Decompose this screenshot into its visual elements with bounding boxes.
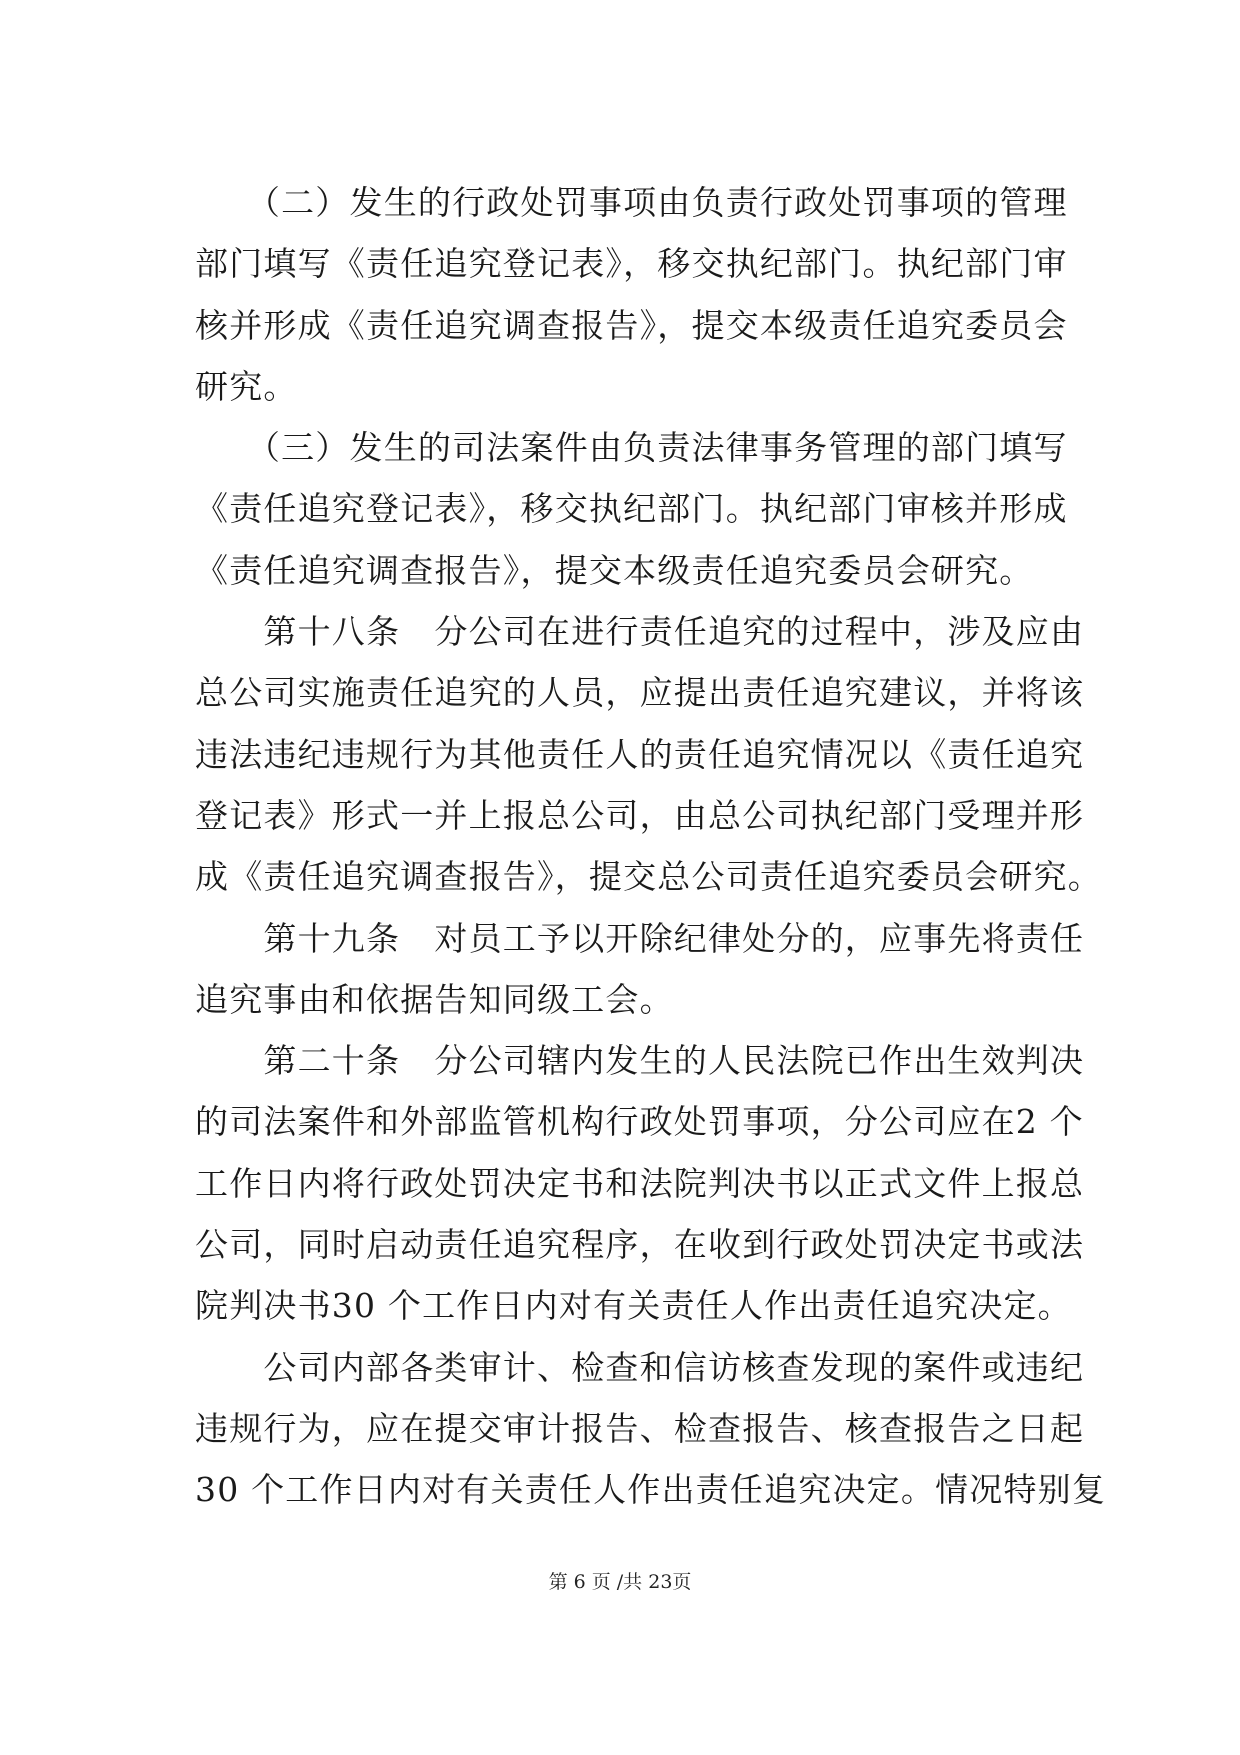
text-line: 总公司实施责任追究的人员，应提出责任追究建议，并将该 (195, 673, 1085, 713)
text-line: 第十九条 对员工予以开除纪律处分的，应事先将责任 (195, 918, 1085, 958)
text-line: 追究事由和依据告知同级工会。 (195, 979, 674, 1019)
text-line: 第二十条 分公司辖内发生的人民法院已作出生效判决 (195, 1041, 1085, 1081)
text-line: 30 个工作日内对有关责任人作出责任追究决定。情况特别复 (195, 1470, 1107, 1510)
document-body (195, 172, 1107, 1521)
text-line: 成《责任追究调查报告》，提交总公司责任追究委员会研究。 (195, 857, 1102, 897)
text-line: 《责任追究登记表》，移交执纪部门。执纪部门审核并形成 (195, 489, 1068, 529)
text-line: 公司内部各类审计、检查和信访核查发现的案件或违纪 (195, 1347, 1085, 1387)
text-line: （二）发生的行政处罚事项由负责行政处罚事项的管理 (195, 183, 1068, 222)
text-line: 违法违纪违规行为其他责任人的责任追究情况以《责任追究 (195, 734, 1085, 774)
text-line: 的司法案件和外部监管机构行政处罚事项，分公司应在2 个 (195, 1102, 1084, 1142)
text-line: 《责任追究调查报告》，提交本级责任追究委员会研究。 (195, 550, 1034, 590)
text-line: 第十八条 分公司在进行责任追究的过程中，涉及应由 (195, 612, 1085, 652)
text-line: 登记表》形式一并上报总公司，由总公司执纪部门受理并形 (195, 795, 1085, 835)
text-line: 院判决书30 个工作日内对有关责任人作出责任追究决定。 (195, 1286, 1072, 1326)
page-number-footer: 第 6 页 /共 23页 (548, 1571, 692, 1593)
text-line: 工作日内将行政处罚决定书和法院判决书以正式文件上报总 (195, 1163, 1085, 1203)
text-line: 违规行为，应在提交审计报告、检查报告、核查报告之日起 (195, 1408, 1085, 1448)
text-line: 研究。 (195, 366, 298, 406)
text-line: （三）发生的司法案件由负责法律事务管理的部门填写 (195, 428, 1068, 468)
text-line: 公司，同时启动责任追究程序，在收到行政处罚决定书或法 (195, 1225, 1085, 1265)
text-line: 核并形成《责任追究调查报告》，提交本级责任追究委员会 (195, 305, 1068, 345)
text-line: 部门填写《责任追究登记表》，移交执纪部门。执纪部门审 (195, 244, 1068, 284)
